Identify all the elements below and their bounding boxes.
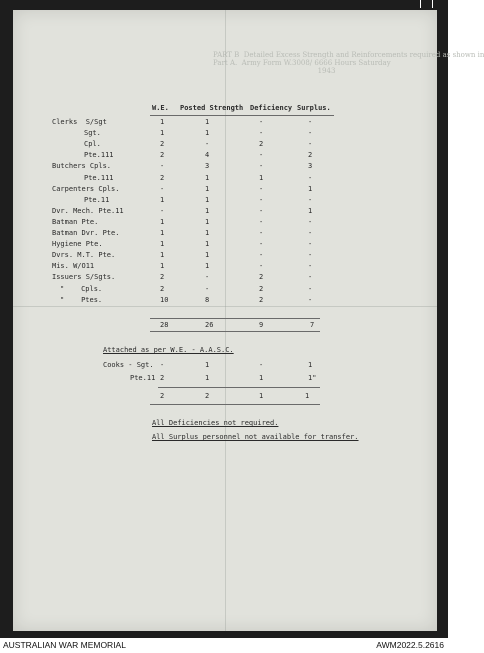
attached-cell-deficiency: 1 bbox=[259, 374, 264, 382]
cell-surplus: - bbox=[308, 251, 313, 259]
cell-deficiency: - bbox=[259, 207, 264, 215]
cell-we: 2 bbox=[160, 174, 165, 182]
row-label: Pte.11 bbox=[84, 196, 110, 204]
cell-deficiency: 1 bbox=[259, 174, 264, 182]
attached-cell-deficiency: - bbox=[259, 361, 264, 369]
cell-deficiency: - bbox=[259, 118, 264, 126]
cell-posted: 1 bbox=[205, 129, 210, 137]
cell-posted: 1 bbox=[205, 262, 210, 270]
corner-mark bbox=[432, 0, 433, 8]
attached-cell-we: - bbox=[160, 361, 165, 369]
cell-deficiency: - bbox=[259, 151, 264, 159]
total-deficiency: 9 bbox=[259, 321, 264, 329]
cell-posted: 1 bbox=[205, 118, 210, 126]
cell-we: 1 bbox=[160, 129, 165, 137]
total-surplus: 7 bbox=[310, 321, 315, 329]
cell-deficiency: 2 bbox=[259, 296, 264, 304]
cell-we: 1 bbox=[160, 196, 165, 204]
cell-deficiency: 2 bbox=[259, 273, 264, 281]
attached-total-deficiency: 1 bbox=[259, 392, 264, 400]
cell-we: 2 bbox=[160, 273, 165, 281]
total-rule-top bbox=[150, 318, 320, 319]
cell-we: 2 bbox=[160, 140, 165, 148]
cell-posted: 1 bbox=[205, 174, 210, 182]
cell-posted: 1 bbox=[205, 207, 210, 215]
cell-we: 10 bbox=[160, 296, 169, 304]
cell-posted: - bbox=[205, 273, 210, 281]
cell-we: 2 bbox=[160, 151, 165, 159]
cell-deficiency: - bbox=[259, 196, 264, 204]
footer-institution: AUSTRALIAN WAR MEMORIAL bbox=[3, 640, 126, 650]
cell-posted: 1 bbox=[205, 185, 210, 193]
footer-accession: AWM2022.5.2616 bbox=[376, 640, 444, 650]
cell-posted: - bbox=[205, 140, 210, 148]
cell-surplus: - bbox=[308, 273, 313, 281]
attached-cell-surplus: 1 bbox=[308, 361, 313, 369]
cell-deficiency: 2 bbox=[259, 140, 264, 148]
cell-we: 1 bbox=[160, 218, 165, 226]
cell-surplus: - bbox=[308, 174, 313, 182]
col-header-posted: Posted Strength bbox=[180, 104, 244, 112]
bleed-through-text: PART B Detailed Excess Strength and Reinforcements required as shown in Part A. Army Form W.3008/ 6666 Hours Saturday 1943 bbox=[213, 51, 484, 75]
cell-deficiency: - bbox=[259, 162, 264, 170]
cell-we: - bbox=[160, 185, 165, 193]
cell-deficiency: - bbox=[259, 251, 264, 259]
cell-surplus: - bbox=[308, 129, 313, 137]
attached-rule-top bbox=[158, 387, 320, 388]
cell-surplus: - bbox=[308, 229, 313, 237]
cell-surplus: 2 bbox=[308, 151, 313, 159]
cell-posted: 1 bbox=[205, 218, 210, 226]
cell-surplus: - bbox=[308, 118, 313, 126]
row-label: Pte.111 bbox=[84, 151, 114, 159]
cell-posted: 1 bbox=[205, 240, 210, 248]
attached-row-label: Cooks - Sgt. bbox=[103, 361, 154, 369]
cell-posted: 8 bbox=[205, 296, 210, 304]
cell-posted: 1 bbox=[205, 196, 210, 204]
row-label: Sgt. bbox=[84, 129, 101, 137]
attached-total-posted: 2 bbox=[205, 392, 210, 400]
cell-deficiency: - bbox=[259, 262, 264, 270]
row-label: Dvr. Mech. Pte.11 bbox=[52, 207, 124, 215]
row-label: Pte.111 bbox=[84, 174, 114, 182]
cell-surplus: - bbox=[308, 296, 313, 304]
cell-posted: 4 bbox=[205, 151, 210, 159]
note-deficiencies: All Deficiencies not required. bbox=[152, 419, 279, 427]
row-label: Carpenters Cpls. bbox=[52, 185, 120, 193]
row-label: Dvrs. M.T. Pte. bbox=[52, 251, 116, 259]
cell-surplus: - bbox=[308, 140, 313, 148]
cell-surplus: - bbox=[308, 196, 313, 204]
cell-we: - bbox=[160, 207, 165, 215]
cell-we: 2 bbox=[160, 285, 165, 293]
row-label: Clerks S/Sgt bbox=[52, 118, 107, 126]
cell-we: 1 bbox=[160, 240, 165, 248]
col-header-deficiency: Deficiency bbox=[250, 104, 293, 112]
cell-we: 1 bbox=[160, 262, 165, 270]
attached-heading: Attached as per W.E. - A.A.S.C. bbox=[103, 346, 234, 354]
cell-surplus: 1 bbox=[308, 207, 313, 215]
attached-row-label: Pte.11 bbox=[130, 374, 156, 382]
corner-mark bbox=[420, 0, 421, 8]
cell-deficiency: - bbox=[259, 229, 264, 237]
cell-surplus: - bbox=[308, 240, 313, 248]
row-label: Cpl. bbox=[84, 140, 101, 148]
row-label: Mis. W/O11 bbox=[52, 262, 95, 270]
cell-deficiency: - bbox=[259, 218, 264, 226]
total-we: 28 bbox=[160, 321, 169, 329]
cell-surplus: - bbox=[308, 218, 313, 226]
cell-posted: - bbox=[205, 285, 210, 293]
attached-cell-posted: 1 bbox=[205, 361, 210, 369]
cell-surplus: 3 bbox=[308, 162, 313, 170]
cell-posted: 1 bbox=[205, 229, 210, 237]
col-header-we: W.E. bbox=[152, 104, 169, 112]
cell-we: 1 bbox=[160, 118, 165, 126]
attached-cell-we: 2 bbox=[160, 374, 165, 382]
header-underline bbox=[150, 115, 334, 116]
total-posted: 26 bbox=[205, 321, 214, 329]
attached-rule-bottom bbox=[150, 404, 320, 405]
cell-posted: 3 bbox=[205, 162, 210, 170]
cell-deficiency: - bbox=[259, 240, 264, 248]
cell-deficiency: - bbox=[259, 129, 264, 137]
attached-cell-surplus: 1" bbox=[308, 374, 317, 382]
cell-deficiency: 2 bbox=[259, 285, 264, 293]
cell-deficiency: - bbox=[259, 185, 264, 193]
row-label: Batman Dvr. Pte. bbox=[52, 229, 120, 237]
row-label: Issuers S/Sgts. bbox=[52, 273, 116, 281]
row-label: Hygiene Pte. bbox=[52, 240, 103, 248]
cell-surplus: - bbox=[308, 285, 313, 293]
note-surplus: All Surplus personnel not available for transfer. bbox=[152, 433, 359, 441]
row-label: " Ptes. bbox=[60, 296, 103, 304]
attached-total-surplus: 1 bbox=[305, 392, 310, 400]
col-header-surplus: Surplus. bbox=[297, 104, 331, 112]
row-label: Butchers Cpls. bbox=[52, 162, 112, 170]
cell-we: - bbox=[160, 162, 165, 170]
row-label: Batman Pte. bbox=[52, 218, 99, 226]
cell-we: 1 bbox=[160, 251, 165, 259]
cell-posted: 1 bbox=[205, 251, 210, 259]
cell-we: 1 bbox=[160, 229, 165, 237]
attached-total-we: 2 bbox=[160, 392, 165, 400]
attached-cell-posted: 1 bbox=[205, 374, 210, 382]
total-rule-bottom bbox=[150, 331, 320, 332]
cell-surplus: - bbox=[308, 262, 313, 270]
row-label: " Cpls. bbox=[60, 285, 103, 293]
cell-surplus: 1 bbox=[308, 185, 313, 193]
